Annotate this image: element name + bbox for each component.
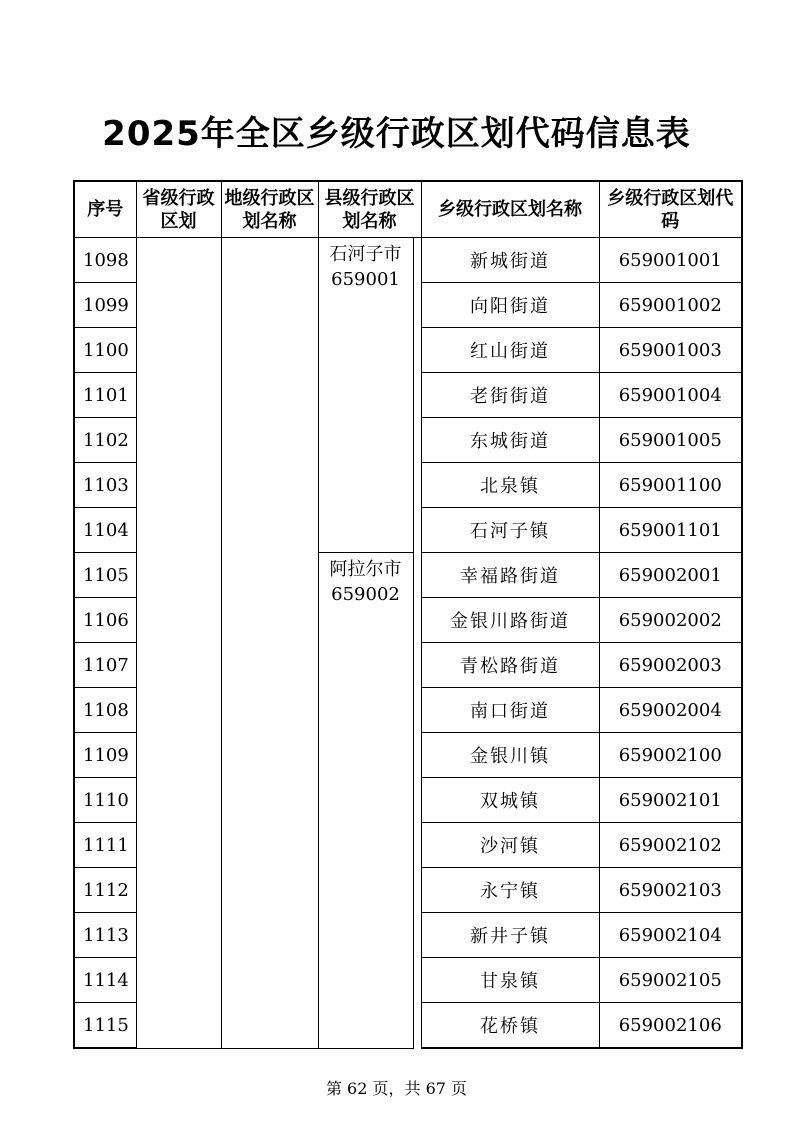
town-code-cell: 659002101 — [599, 778, 742, 823]
town-name-cell: 新城街道 — [421, 238, 599, 283]
town-name-cell: 永宁镇 — [421, 868, 599, 913]
seq-cell: 1103 — [74, 463, 136, 508]
county-code: 659002 — [331, 584, 400, 605]
town-name-cell: 石河子镇 — [421, 508, 599, 553]
county-name: 阿拉尔市 — [329, 559, 402, 580]
province-cell — [136, 238, 221, 1049]
town-name-cell: 北泉镇 — [421, 463, 599, 508]
town-code-cell: 659001100 — [599, 463, 742, 508]
header-town: 乡级行政区划名称 — [421, 181, 599, 238]
county-cell — [318, 553, 413, 1049]
town-code-cell: 659001101 — [599, 508, 742, 553]
town-code-cell: 659001002 — [599, 283, 742, 328]
town-code-cell: 659002004 — [599, 688, 742, 733]
town-name-cell: 花桥镇 — [421, 1003, 599, 1049]
county-cell — [318, 238, 413, 553]
seq-cell: 1099 — [74, 283, 136, 328]
seq-cell: 1102 — [74, 418, 136, 463]
seq-cell: 1101 — [74, 373, 136, 418]
seq-cell: 1113 — [74, 913, 136, 958]
seq-cell: 1105 — [74, 553, 136, 598]
seq-cell: 1112 — [74, 868, 136, 913]
seq-cell: 1106 — [74, 598, 136, 643]
header-county: 县级行政区划名称 — [318, 181, 421, 238]
town-code-cell: 659002002 — [599, 598, 742, 643]
gap-cell — [413, 553, 421, 1049]
prefecture-cell — [221, 238, 318, 1049]
page-title: 2025年全区乡级行政区划代码信息表 — [102, 114, 691, 154]
header-prefecture: 地级行政区划名称 — [221, 181, 318, 238]
seq-cell: 1107 — [74, 643, 136, 688]
gap-cell — [413, 238, 421, 553]
town-name-cell: 南口街道 — [421, 688, 599, 733]
town-code-cell: 659001004 — [599, 373, 742, 418]
header-row — [74, 181, 742, 238]
town-name-cell: 红山街道 — [421, 328, 599, 373]
county-name: 石河子市 — [329, 244, 402, 265]
header-province: 省级行政区划 — [136, 181, 221, 238]
seq-cell: 1109 — [74, 733, 136, 778]
town-code-cell: 659002105 — [599, 958, 742, 1003]
town-code-cell: 659001001 — [599, 238, 742, 283]
town-code-cell: 659001003 — [599, 328, 742, 373]
seq-cell: 1114 — [74, 958, 136, 1003]
town-name-cell: 金银川镇 — [421, 733, 599, 778]
town-name-cell: 金银川路街道 — [421, 598, 599, 643]
county-code: 659001 — [331, 269, 400, 290]
page-footer: 第 62 页，共 67 页 — [325, 1079, 468, 1098]
town-name-cell: 新井子镇 — [421, 913, 599, 958]
seq-cell: 1100 — [74, 328, 136, 373]
table-row — [74, 238, 742, 283]
town-code-cell: 659002106 — [599, 1003, 742, 1049]
seq-cell: 1110 — [74, 778, 136, 823]
town-name-cell: 老街街道 — [421, 373, 599, 418]
town-name-cell: 向阳街道 — [421, 283, 599, 328]
town-code-cell: 659002100 — [599, 733, 742, 778]
town-code-cell: 659002001 — [599, 553, 742, 598]
town-code-cell: 659002003 — [599, 643, 742, 688]
seq-cell: 1108 — [74, 688, 136, 733]
division-code-table — [73, 180, 743, 1049]
town-name-cell: 双城镇 — [421, 778, 599, 823]
seq-cell: 1098 — [74, 238, 136, 283]
town-code-cell: 659002103 — [599, 868, 742, 913]
header-seq: 序号 — [74, 181, 136, 238]
seq-cell: 1111 — [74, 823, 136, 868]
town-code-cell: 659002104 — [599, 913, 742, 958]
header-code: 乡级行政区划代码 — [599, 181, 742, 238]
town-code-cell: 659001005 — [599, 418, 742, 463]
seq-cell: 1104 — [74, 508, 136, 553]
town-name-cell: 幸福路街道 — [421, 553, 599, 598]
town-code-cell: 659002102 — [599, 823, 742, 868]
town-name-cell: 甘泉镇 — [421, 958, 599, 1003]
seq-cell: 1115 — [74, 1003, 136, 1049]
town-name-cell: 东城街道 — [421, 418, 599, 463]
town-name-cell: 青松路街道 — [421, 643, 599, 688]
town-name-cell: 沙河镇 — [421, 823, 599, 868]
